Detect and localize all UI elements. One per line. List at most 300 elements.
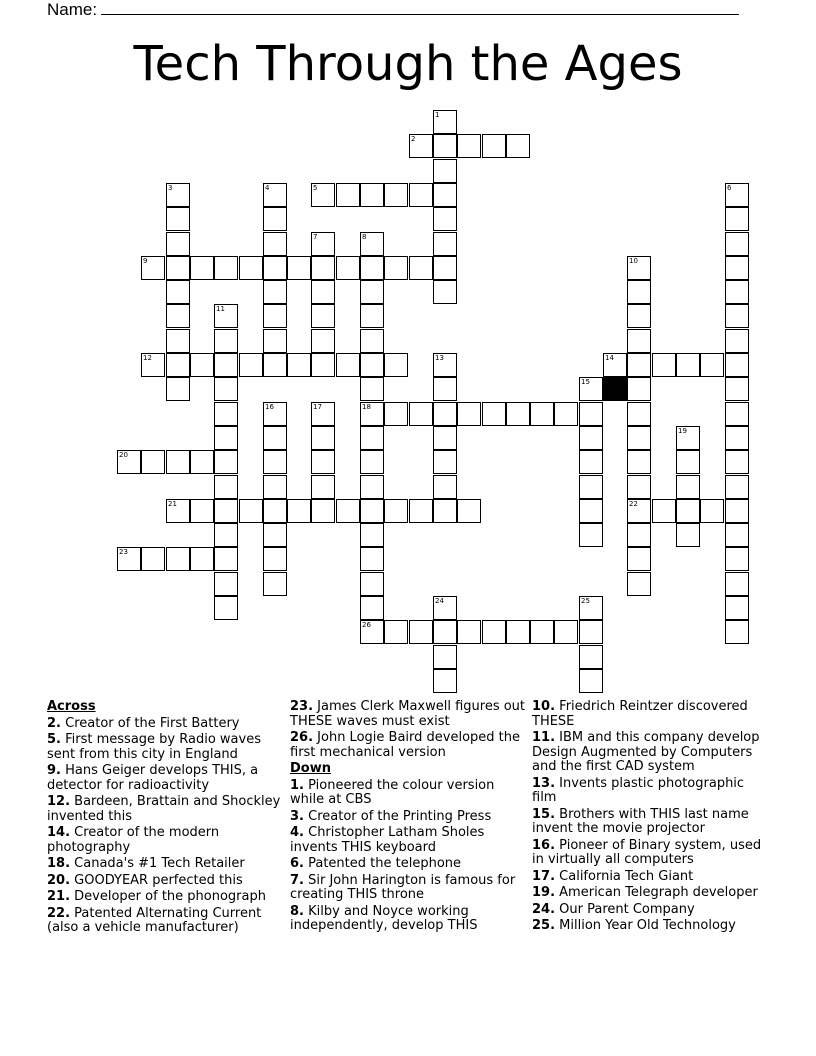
- grid-cell[interactable]: [433, 183, 457, 207]
- grid-cell[interactable]: [263, 256, 287, 280]
- grid-cell[interactable]: [214, 402, 238, 426]
- clue-number: 16.: [532, 837, 556, 853]
- across-clue: [47, 907, 285, 936]
- grid-cell[interactable]: [214, 499, 238, 523]
- grid-cell[interactable]: [409, 256, 433, 280]
- clue-text: Pioneer of Binary system, used in virtually all computers: [532, 837, 762, 867]
- grid-cell[interactable]: [311, 304, 335, 328]
- grid-cell[interactable]: [579, 426, 603, 450]
- grid-cell[interactable]: [627, 377, 651, 401]
- clue-column-2: [290, 700, 528, 936]
- grid-cell[interactable]: [384, 402, 408, 426]
- grid-cell[interactable]: [214, 304, 238, 328]
- grid-cell[interactable]: [263, 280, 287, 304]
- grid-cell[interactable]: [117, 450, 141, 474]
- across-clue: [47, 857, 285, 872]
- clue-number: 25: [581, 597, 590, 605]
- clue-text: Sir John Harington is famous for creating THIS throne: [290, 872, 516, 902]
- grid-cell[interactable]: [166, 232, 190, 256]
- grid-cell[interactable]: [311, 232, 335, 256]
- grid-cell[interactable]: [166, 280, 190, 304]
- grid-cell[interactable]: [360, 256, 384, 280]
- clue-number: 10: [629, 257, 638, 265]
- grid-cell[interactable]: [360, 596, 384, 620]
- grid-cell[interactable]: [627, 402, 651, 426]
- grid-cell[interactable]: [311, 183, 335, 207]
- grid-cell[interactable]: [433, 207, 457, 231]
- clue-text: American Telegraph developer: [555, 885, 758, 900]
- clue-text: Friedrich Reintzer discovered THESE: [532, 699, 748, 729]
- grid-cell[interactable]: [482, 402, 506, 426]
- grid-cell[interactable]: [263, 232, 287, 256]
- clue-number: 24: [435, 597, 444, 605]
- clue-number: 19: [678, 427, 687, 435]
- clue-number: 3.: [290, 808, 304, 824]
- grid-cell[interactable]: [141, 353, 165, 377]
- grid-cell[interactable]: [506, 134, 530, 158]
- grid-cell[interactable]: [166, 183, 190, 207]
- grid-cell[interactable]: [725, 450, 749, 474]
- grid-cell[interactable]: [676, 353, 700, 377]
- clue-number: 20: [119, 451, 128, 459]
- grid-cell[interactable]: [530, 620, 554, 644]
- clue-number: 21.: [47, 889, 71, 904]
- clue-number: 5.: [47, 732, 61, 747]
- clue-number: 2: [411, 135, 416, 143]
- clue-number: 21: [168, 500, 177, 508]
- grid-cell[interactable]: [530, 402, 554, 426]
- grid-cell[interactable]: [554, 620, 578, 644]
- grid-cell[interactable]: [409, 402, 433, 426]
- grid-cell[interactable]: [214, 572, 238, 596]
- grid-cell[interactable]: [627, 304, 651, 328]
- grid-cell[interactable]: [725, 402, 749, 426]
- grid-cell[interactable]: [579, 475, 603, 499]
- grid-cell[interactable]: [725, 377, 749, 401]
- grid-cell[interactable]: [554, 402, 578, 426]
- grid-cell[interactable]: [263, 183, 287, 207]
- grid-cell[interactable]: [603, 353, 627, 377]
- grid-cell[interactable]: [214, 523, 238, 547]
- grid-cell[interactable]: [627, 523, 651, 547]
- clue-number: 12: [143, 354, 152, 362]
- grid-cell[interactable]: [311, 353, 335, 377]
- grid-cell[interactable]: [725, 256, 749, 280]
- grid-cell[interactable]: [627, 353, 651, 377]
- grid-cell[interactable]: [263, 329, 287, 353]
- across-clue: [47, 826, 285, 855]
- grid-cell[interactable]: [457, 402, 481, 426]
- clue-text: Canada's #1 Tech Retailer: [70, 856, 245, 871]
- clue-text: California Tech Giant: [555, 868, 694, 884]
- grid-cell[interactable]: [652, 353, 676, 377]
- grid-cell[interactable]: [725, 183, 749, 207]
- grid-cell[interactable]: [166, 256, 190, 280]
- grid-cell[interactable]: [725, 280, 749, 304]
- down-clue: [290, 857, 528, 872]
- grid-cell[interactable]: [579, 402, 603, 426]
- grid-cell[interactable]: [433, 353, 457, 377]
- grid-cell[interactable]: [676, 499, 700, 523]
- grid-cell[interactable]: [627, 499, 651, 523]
- clue-column-3: [532, 700, 770, 936]
- clue-column-1: [47, 700, 285, 938]
- grid-cell[interactable]: [336, 353, 360, 377]
- across-clue-list-continued: [290, 700, 528, 760]
- clue-number: 22.: [47, 905, 71, 921]
- clue-number: 15: [581, 378, 590, 386]
- grid-cell[interactable]: [433, 159, 457, 183]
- clue-number: 23: [119, 548, 128, 556]
- clue-text: Hans Geiger develops THIS, a detector for radioactivity: [47, 763, 259, 793]
- grid-cell[interactable]: [433, 499, 457, 523]
- grid-cell[interactable]: [725, 353, 749, 377]
- grid-cell[interactable]: [117, 547, 141, 571]
- clue-number: 11.: [532, 730, 556, 745]
- grid-cell[interactable]: [336, 499, 360, 523]
- grid-cell[interactable]: [384, 620, 408, 644]
- clue-number: 7.: [290, 872, 304, 888]
- grid-cell[interactable]: [409, 499, 433, 523]
- grid-cell[interactable]: [627, 547, 651, 571]
- clue-number: 3: [168, 184, 173, 192]
- grid-cell[interactable]: [360, 183, 384, 207]
- clue-number: 13.: [532, 775, 556, 791]
- grid-cell[interactable]: [700, 499, 724, 523]
- grid-cell[interactable]: [214, 426, 238, 450]
- clue-number: 7: [313, 233, 318, 241]
- grid-cell[interactable]: [311, 450, 335, 474]
- grid-cell[interactable]: [360, 547, 384, 571]
- clue-number: 17.: [532, 868, 556, 884]
- grid-cell[interactable]: [676, 450, 700, 474]
- grid-cell[interactable]: [287, 256, 311, 280]
- clue-number: 9: [143, 257, 148, 265]
- grid-cell[interactable]: [627, 450, 651, 474]
- clue-number: 8: [362, 233, 367, 241]
- grid-cell[interactable]: [214, 547, 238, 571]
- grid-cell[interactable]: [214, 329, 238, 353]
- across-clue: [47, 874, 285, 889]
- clue-number: 8.: [290, 903, 304, 919]
- clue-number: 23.: [290, 699, 314, 714]
- grid-cell[interactable]: [263, 353, 287, 377]
- grid-cell[interactable]: [360, 353, 384, 377]
- grid-cell[interactable]: [360, 572, 384, 596]
- clue-number: 6: [727, 184, 732, 192]
- down-clue: [532, 700, 770, 729]
- grid-cell[interactable]: [214, 353, 238, 377]
- grid-cell[interactable]: [214, 596, 238, 620]
- grid-cell[interactable]: [360, 304, 384, 328]
- grid-cell[interactable]: [433, 426, 457, 450]
- grid-cell[interactable]: [141, 450, 165, 474]
- grid-cell[interactable]: [725, 304, 749, 328]
- grid-cell[interactable]: [239, 256, 263, 280]
- down-clue: [290, 779, 528, 808]
- grid-cell[interactable]: [166, 547, 190, 571]
- grid-cell[interactable]: [433, 620, 457, 644]
- clue-text: First message by Radio waves sent from this city in England: [47, 732, 261, 762]
- grid-cell[interactable]: [190, 353, 214, 377]
- grid-cell[interactable]: [336, 256, 360, 280]
- grid-cell[interactable]: [311, 402, 335, 426]
- grid-cell[interactable]: [627, 426, 651, 450]
- grid-cell[interactable]: [482, 134, 506, 158]
- grid-cell[interactable]: [360, 620, 384, 644]
- clue-text: Developer of the phonograph: [70, 889, 266, 904]
- grid-cell[interactable]: [263, 207, 287, 231]
- down-clue: [290, 826, 528, 855]
- grid-cell[interactable]: [311, 280, 335, 304]
- grid-cell[interactable]: [433, 450, 457, 474]
- grid-cell[interactable]: [263, 572, 287, 596]
- across-clue-list: [47, 717, 285, 936]
- grid-cell[interactable]: [214, 256, 238, 280]
- grid-cell[interactable]: [190, 256, 214, 280]
- grid-cell[interactable]: [384, 499, 408, 523]
- grid-cell[interactable]: [190, 499, 214, 523]
- clue-number: 25.: [532, 918, 556, 933]
- across-clue: [290, 700, 528, 729]
- grid-cell[interactable]: [190, 450, 214, 474]
- clue-number: 13: [435, 354, 444, 362]
- grid-cell[interactable]: [141, 547, 165, 571]
- across-clue: [47, 717, 285, 732]
- grid-cell[interactable]: [384, 256, 408, 280]
- grid-cell[interactable]: [627, 329, 651, 353]
- grid-cell[interactable]: [676, 475, 700, 499]
- clue-text: Creator of the Printing Press: [303, 808, 492, 824]
- clue-number: 24.: [532, 901, 556, 917]
- grid-cell[interactable]: [579, 450, 603, 474]
- grid-cell[interactable]: [287, 353, 311, 377]
- grid-cell[interactable]: [311, 426, 335, 450]
- puzzle-title: Tech Through the Ages: [133, 36, 683, 92]
- clue-number: 15.: [532, 806, 556, 822]
- grid-cell[interactable]: [725, 596, 749, 620]
- clue-number: 10.: [532, 699, 556, 714]
- grid-cell[interactable]: [360, 232, 384, 256]
- clue-number: 11: [216, 305, 225, 313]
- clue-number: 6.: [290, 856, 304, 871]
- grid-cell[interactable]: [263, 450, 287, 474]
- grid-cell[interactable]: [433, 134, 457, 158]
- clue-number: 14: [605, 354, 614, 362]
- grid-cell[interactable]: [263, 402, 287, 426]
- grid-cell[interactable]: [433, 256, 457, 280]
- grid-cell[interactable]: [433, 110, 457, 134]
- clue-number: 20.: [47, 872, 71, 888]
- grid-cell[interactable]: [239, 499, 263, 523]
- clue-text: Bardeen, Brattain and Shockley invented this: [47, 794, 281, 824]
- grid-cell[interactable]: [725, 499, 749, 523]
- clue-text: GOODYEAR perfected this: [70, 872, 243, 888]
- grid-cell[interactable]: [725, 426, 749, 450]
- grid-cell[interactable]: [409, 620, 433, 644]
- clue-text: Creator of the modern photography: [47, 825, 220, 855]
- clue-number: 18: [362, 403, 371, 411]
- grid-cell[interactable]: [433, 475, 457, 499]
- grid-cell[interactable]: [627, 256, 651, 280]
- grid-cell[interactable]: [433, 669, 457, 693]
- down-clue: [532, 919, 770, 934]
- grid-cell[interactable]: [360, 280, 384, 304]
- grid-cell[interactable]: [433, 645, 457, 669]
- grid-cell[interactable]: [676, 523, 700, 547]
- grid-cell[interactable]: [141, 256, 165, 280]
- grid-cell[interactable]: [433, 402, 457, 426]
- grid-cell[interactable]: [360, 329, 384, 353]
- clue-text: Million Year Old Technology: [555, 918, 736, 933]
- clue-text: Brothers with THIS last name invent the movie projector: [532, 806, 749, 836]
- grid-cell[interactable]: [433, 232, 457, 256]
- grid-cell[interactable]: [360, 523, 384, 547]
- clue-number: 18.: [47, 856, 71, 871]
- grid-cell[interactable]: [725, 232, 749, 256]
- across-clue: [47, 764, 285, 793]
- grid-cell[interactable]: [166, 329, 190, 353]
- grid-cell[interactable]: [676, 426, 700, 450]
- down-header: Down: [290, 761, 331, 776]
- grid-cell[interactable]: [457, 620, 481, 644]
- grid-block: [603, 377, 627, 401]
- clue-text: James Clerk Maxwell figures out THESE waves must exist: [290, 699, 526, 729]
- clue-text: IBM and this company develop Design Augmented by Computers and the first CAD system: [532, 730, 760, 774]
- grid-cell[interactable]: [409, 183, 433, 207]
- clue-number: 16: [265, 403, 274, 411]
- clue-text: Patented the telephone: [303, 856, 462, 871]
- grid-cell[interactable]: [311, 329, 335, 353]
- clue-number: 4: [265, 184, 270, 192]
- grid-cell[interactable]: [166, 207, 190, 231]
- down-clue: [532, 839, 770, 868]
- down-clue: [532, 808, 770, 837]
- grid-cell[interactable]: [263, 304, 287, 328]
- grid-cell[interactable]: [263, 499, 287, 523]
- clue-number: 22: [629, 500, 638, 508]
- clue-text: John Logie Baird developed the first mechanical version: [290, 730, 520, 760]
- grid-cell[interactable]: [166, 450, 190, 474]
- grid-cell[interactable]: [579, 596, 603, 620]
- down-clue-list-continued: [532, 700, 770, 934]
- clue-number: 1.: [290, 777, 304, 793]
- clue-number: 2.: [47, 715, 61, 731]
- grid-cell[interactable]: [214, 377, 238, 401]
- grid-cell[interactable]: [433, 596, 457, 620]
- grid-cell[interactable]: [311, 475, 335, 499]
- grid-cell[interactable]: [214, 475, 238, 499]
- grid-cell[interactable]: [263, 475, 287, 499]
- grid-cell[interactable]: [311, 256, 335, 280]
- grid-cell[interactable]: [360, 499, 384, 523]
- clue-text: Patented Alternating Current (also a vehicle manufacturer): [47, 905, 262, 935]
- grid-cell[interactable]: [579, 377, 603, 401]
- grid-cell[interactable]: [360, 426, 384, 450]
- grid-cell[interactable]: [457, 499, 481, 523]
- grid-cell[interactable]: [166, 304, 190, 328]
- grid-cell[interactable]: [700, 353, 724, 377]
- grid-cell[interactable]: [482, 620, 506, 644]
- clue-text: Christopher Latham Sholes invents THIS keyboard: [290, 825, 485, 855]
- grid-cell[interactable]: [166, 377, 190, 401]
- grid-cell[interactable]: [725, 329, 749, 353]
- clue-text: Pioneered the colour version while at CBS: [290, 777, 495, 807]
- across-clue: [47, 890, 285, 905]
- grid-cell[interactable]: [239, 353, 263, 377]
- grid-cell[interactable]: [336, 183, 360, 207]
- across-clue: [47, 733, 285, 762]
- grid-cell[interactable]: [627, 475, 651, 499]
- grid-cell[interactable]: [627, 280, 651, 304]
- grid-cell[interactable]: [287, 499, 311, 523]
- down-clue: [290, 810, 528, 825]
- grid-cell[interactable]: [433, 280, 457, 304]
- grid-cell[interactable]: [214, 450, 238, 474]
- down-clue: [290, 874, 528, 903]
- grid-cell[interactable]: [725, 207, 749, 231]
- grid-cell[interactable]: [627, 572, 651, 596]
- clue-text: Kilby and Noyce working independently, develop THIS: [290, 903, 478, 933]
- grid-cell[interactable]: [725, 475, 749, 499]
- grid-cell[interactable]: [409, 134, 433, 158]
- grid-cell[interactable]: [360, 450, 384, 474]
- grid-cell[interactable]: [384, 183, 408, 207]
- down-clue: [532, 777, 770, 806]
- clue-number: 19.: [532, 885, 556, 900]
- grid-cell[interactable]: [166, 499, 190, 523]
- grid-cell[interactable]: [506, 620, 530, 644]
- grid-cell[interactable]: [384, 353, 408, 377]
- grid-cell[interactable]: [579, 669, 603, 693]
- grid-cell[interactable]: [579, 645, 603, 669]
- grid-cell[interactable]: [725, 572, 749, 596]
- grid-cell[interactable]: [433, 377, 457, 401]
- grid-cell[interactable]: [166, 353, 190, 377]
- grid-cell[interactable]: [360, 377, 384, 401]
- grid-cell[interactable]: [579, 523, 603, 547]
- grid-cell[interactable]: [190, 547, 214, 571]
- grid-cell[interactable]: [360, 402, 384, 426]
- clue-number: 1: [435, 111, 440, 119]
- grid-cell[interactable]: [263, 547, 287, 571]
- grid-cell[interactable]: [579, 620, 603, 644]
- grid-cell[interactable]: [725, 620, 749, 644]
- down-clue: [532, 870, 770, 885]
- across-header: Across: [47, 699, 96, 714]
- grid-cell[interactable]: [263, 426, 287, 450]
- clue-text: Our Parent Company: [555, 901, 695, 917]
- clue-number: 9.: [47, 763, 61, 778]
- name-label: Name:: [47, 0, 98, 19]
- clue-number: 14.: [47, 825, 71, 840]
- grid-cell[interactable]: [579, 499, 603, 523]
- clue-text: Creator of the First Battery: [60, 715, 240, 731]
- grid-cell[interactable]: [360, 475, 384, 499]
- grid-cell[interactable]: [725, 523, 749, 547]
- down-clue-list: [290, 779, 528, 934]
- across-clue: [290, 731, 528, 760]
- grid-cell[interactable]: [506, 402, 530, 426]
- grid-cell[interactable]: [457, 134, 481, 158]
- down-clue: [532, 903, 770, 918]
- down-clue: [532, 731, 770, 775]
- grid-cell[interactable]: [263, 523, 287, 547]
- grid-cell[interactable]: [725, 547, 749, 571]
- grid-cell[interactable]: [311, 499, 335, 523]
- grid-cell[interactable]: [652, 499, 676, 523]
- clue-number: 5: [313, 184, 318, 192]
